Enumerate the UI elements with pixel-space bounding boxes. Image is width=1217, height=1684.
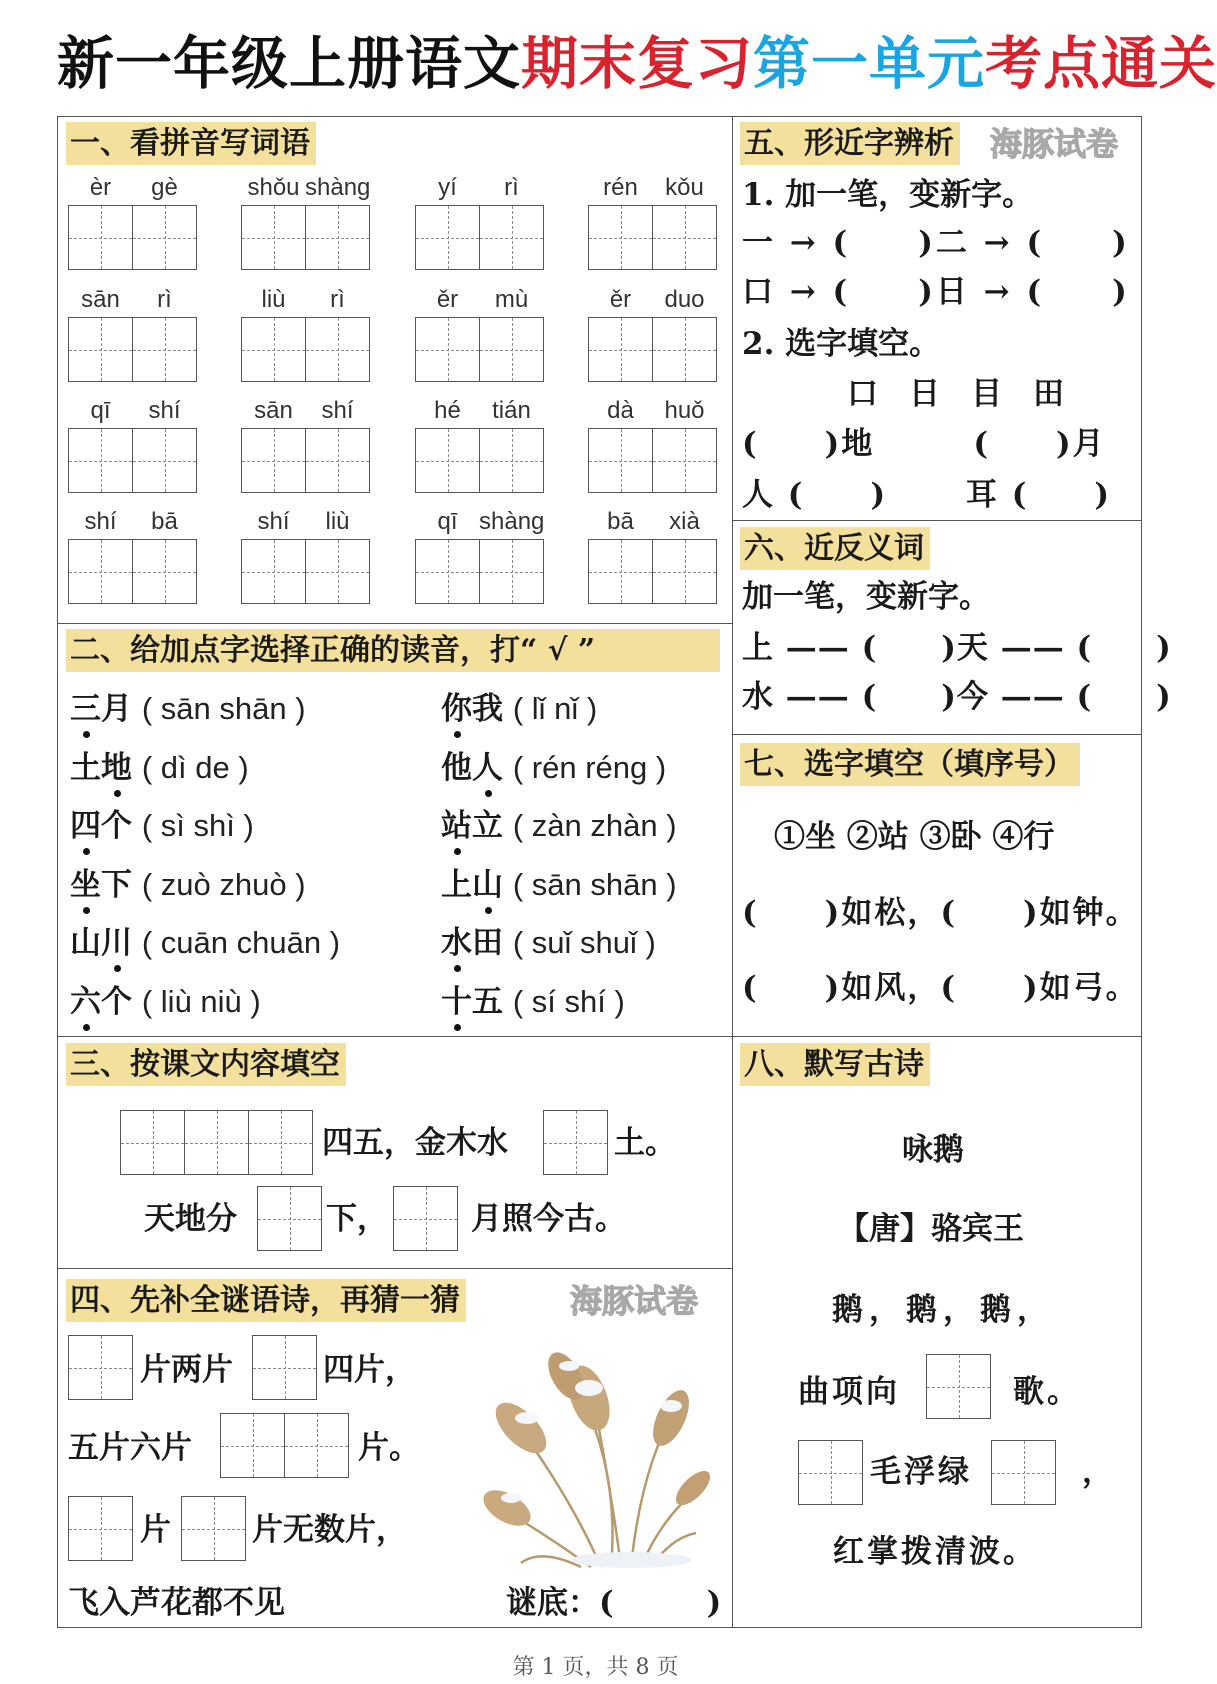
dotted-character: 水	[441, 925, 472, 961]
spacer	[132, 867, 142, 903]
word	[441, 808, 503, 844]
character: 五	[472, 983, 503, 1020]
s5-question-2: 2. 选字填空。	[742, 326, 941, 362]
dotted-character: 十	[441, 983, 472, 1020]
pinyin-label: rén	[603, 174, 638, 201]
writing-box[interactable]	[415, 317, 480, 382]
pinyin-label: rì	[504, 174, 519, 201]
pinyin-label: xià	[669, 508, 700, 535]
writing-box[interactable]	[220, 1413, 285, 1478]
pinyin-label: qī	[437, 508, 458, 535]
divider-s2-s3	[57, 1036, 1142, 1037]
writing-box[interactable]	[132, 428, 197, 493]
word	[441, 691, 503, 727]
word	[70, 750, 132, 786]
divider-s3-s4	[57, 1268, 732, 1269]
pinyin-label: rì	[157, 286, 172, 313]
pinyin-label: shí	[84, 508, 117, 535]
pinyin-label: mù	[494, 286, 529, 313]
writing-box[interactable]	[588, 539, 653, 604]
column-divider	[732, 116, 733, 1628]
spacer	[132, 750, 142, 786]
spacer	[132, 925, 142, 961]
character: 我	[472, 691, 503, 727]
s7-choices: ①坐 ②站 ③卧 ④行	[774, 819, 1055, 855]
writing-box[interactable]	[415, 539, 480, 604]
spacer	[503, 808, 513, 844]
section-1-heading: 一、看拼音写词语	[66, 122, 316, 165]
character: 个	[101, 983, 132, 1020]
writing-box[interactable]	[181, 1496, 246, 1561]
pinyin-label: hé	[434, 397, 461, 424]
writing-box[interactable]	[241, 205, 306, 270]
section-6-heading: 六、近反义词	[740, 527, 930, 570]
poem-line-3-mid: 毛浮绿	[870, 1454, 972, 1490]
spacer	[503, 691, 513, 727]
pinyin-label: bā	[607, 508, 634, 535]
writing-box[interactable]	[132, 317, 197, 382]
word	[70, 867, 132, 903]
pinyin-options[interactable]: ( sān shān )	[141, 691, 306, 726]
pinyin-options[interactable]: ( suǐ shuǐ )	[512, 925, 656, 960]
page-number: 第 1 页，共 8 页	[512, 1655, 679, 1680]
writing-box[interactable]	[305, 428, 370, 493]
riddle-line2-a: 五片六片	[68, 1430, 192, 1466]
spacer	[132, 808, 142, 844]
pinyin-label: shí	[148, 397, 181, 424]
s5-q1-row[interactable]: 一 → ( )二 → ( )	[742, 225, 1130, 261]
writing-box[interactable]	[305, 317, 370, 382]
pinyin-label: shàng	[305, 174, 371, 201]
writing-box[interactable]	[241, 539, 306, 604]
character: 月	[101, 691, 132, 727]
pinyin-options[interactable]: ( rén réng )	[512, 749, 667, 785]
pinyin-label: tián	[492, 397, 531, 424]
s3-line1-text: 四五，金木水	[322, 1125, 508, 1161]
pinyin-label: ěr	[609, 286, 632, 313]
writing-box[interactable]	[305, 205, 370, 270]
pinyin-label: dà	[607, 397, 634, 424]
word	[441, 750, 503, 786]
writing-box[interactable]	[479, 317, 544, 382]
pinyin-label: liù	[325, 508, 350, 535]
poem-title: 咏鹅	[902, 1132, 964, 1168]
title-part-grade: 新一年级上册语文	[57, 30, 521, 97]
poem-line-4: 红掌拨清波。	[833, 1534, 1037, 1570]
pronunciation-item	[441, 865, 677, 905]
writing-box[interactable]	[305, 539, 370, 604]
writing-box[interactable]	[588, 428, 653, 493]
pinyin-label: liù	[261, 286, 286, 313]
character: 田	[472, 925, 503, 961]
riddle-line1-b: 四片，	[323, 1352, 416, 1388]
s6-row[interactable]: 水 —— ( )今 —— ( )	[742, 679, 1172, 715]
writing-box[interactable]	[68, 1335, 133, 1400]
riddle-answer-field[interactable]: 谜底：( )	[506, 1585, 722, 1621]
pinyin-options[interactable]: ( sān shān )	[512, 866, 677, 902]
poem-line-2-start: 曲项向	[798, 1374, 900, 1410]
word	[441, 925, 503, 961]
character: 立	[472, 808, 503, 844]
title-part-review: 期末复习	[521, 30, 753, 97]
character: 个	[101, 808, 132, 844]
s7-row[interactable]: ( )如松，( )如钟。	[742, 895, 1139, 931]
pinyin-options[interactable]: ( zàn zhàn )	[512, 808, 677, 843]
writing-box[interactable]	[241, 428, 306, 493]
section-8-heading: 八、默写古诗	[740, 1043, 930, 1086]
poem-line-1: 鹅，鹅，鹅，	[832, 1292, 1054, 1328]
s3-line2-end: 月照今古。	[471, 1201, 626, 1237]
writing-box[interactable]	[241, 317, 306, 382]
pronunciation-item	[70, 923, 340, 963]
poem-line-3-end: ，	[1082, 1454, 1113, 1490]
writing-box[interactable]	[120, 1110, 185, 1175]
word	[70, 691, 132, 727]
pronunciation-item	[441, 982, 625, 1022]
pinyin-options[interactable]: ( zuò zhuò )	[141, 866, 306, 902]
writing-box[interactable]	[479, 428, 544, 493]
s6-instruction: 加一笔，变新字。	[742, 579, 990, 615]
riddle-line3-a: 片	[140, 1512, 171, 1548]
s5-q1-row[interactable]: 口 → ( )日 → ( )	[742, 274, 1130, 310]
writing-box[interactable]	[588, 205, 653, 270]
writing-box[interactable]	[68, 205, 133, 270]
divider-s6-s7	[732, 734, 1142, 735]
pinyin-label: sān	[81, 286, 120, 313]
section-4-heading: 四、先补全谜语诗，再猜一猜	[66, 1279, 466, 1322]
character: 山	[70, 925, 101, 961]
pronunciation-item	[70, 865, 306, 905]
writing-box[interactable]	[652, 428, 717, 493]
pinyin-label: duo	[664, 286, 705, 313]
spacer	[132, 984, 142, 1020]
s3-line1-end: 土。	[614, 1125, 676, 1161]
dotted-character: 四	[70, 808, 101, 844]
s5-q2-row[interactable]: 人 ( ) 耳 ( )	[742, 477, 1112, 513]
riddle-line4: 飞入芦花都不见	[68, 1585, 285, 1621]
pinyin-options[interactable]: ( liù niù )	[141, 983, 261, 1019]
word	[441, 867, 503, 903]
writing-box[interactable]	[257, 1186, 322, 1251]
riddle-line3-b: 片无数片，	[252, 1512, 407, 1548]
writing-box[interactable]	[68, 1496, 133, 1561]
pronunciation-item	[441, 689, 597, 729]
section-2-heading: 二、给加点字选择正确的读音，打“ √ ”	[66, 629, 720, 672]
pronunciation-item	[70, 748, 249, 788]
section-7-heading: 七、选字填空（填序号）	[740, 743, 1080, 786]
writing-box[interactable]	[132, 539, 197, 604]
writing-box[interactable]	[184, 1110, 249, 1175]
writing-box[interactable]	[132, 205, 197, 270]
s5-question-1: 1. 加一笔，变新字。	[742, 177, 1034, 213]
spacer	[503, 984, 513, 1020]
dotted-character: 站	[441, 808, 472, 844]
pronunciation-item	[441, 748, 666, 788]
writing-box[interactable]	[652, 539, 717, 604]
pronunciation-item	[70, 806, 254, 846]
character: 上	[441, 866, 472, 903]
pinyin-label: sān	[254, 397, 293, 424]
s7-row[interactable]: ( )如风，( )如弓。	[742, 970, 1139, 1006]
writing-box[interactable]	[926, 1354, 991, 1419]
word	[70, 984, 132, 1020]
pinyin-label: gè	[151, 174, 178, 201]
pronunciation-item	[441, 806, 677, 846]
dotted-character: 山	[472, 866, 503, 903]
spacer	[503, 925, 513, 961]
riddle-line2-b: 片。	[358, 1430, 420, 1466]
reed-plumes	[477, 1346, 715, 1568]
dotted-character: 三	[70, 691, 101, 727]
writing-box[interactable]	[991, 1440, 1056, 1505]
pinyin-label: rì	[330, 286, 345, 313]
pronunciation-item	[70, 689, 306, 729]
pinyin-label: yí	[438, 174, 457, 201]
page-title	[57, 28, 1217, 100]
pinyin-label: shàng	[479, 508, 545, 535]
divider-s5-s6	[732, 520, 1142, 521]
spacer	[132, 691, 142, 727]
spacer	[503, 750, 513, 786]
pinyin-options[interactable]: ( sí shí )	[512, 983, 625, 1019]
writing-box[interactable]	[652, 205, 717, 270]
dotted-character: 你	[441, 691, 472, 727]
watermark: 海豚试卷	[570, 1282, 699, 1320]
dotted-character: 坐	[70, 866, 101, 903]
pinyin-label: shí	[257, 508, 290, 535]
section-5-heading: 五、形近字辨析	[740, 122, 960, 165]
s3-line2-text: 天地分	[144, 1201, 237, 1237]
writing-box[interactable]	[415, 428, 480, 493]
writing-box[interactable]	[68, 539, 133, 604]
title-part-unit: 第一单元	[753, 30, 985, 97]
writing-box[interactable]	[543, 1110, 608, 1175]
spacer	[503, 867, 513, 903]
pinyin-label: kǒu	[665, 174, 704, 201]
dotted-character: 川	[101, 925, 132, 961]
writing-box[interactable]	[284, 1413, 349, 1478]
divider-s1-s2	[57, 623, 732, 624]
writing-box[interactable]	[798, 1440, 863, 1505]
writing-box[interactable]	[652, 317, 717, 382]
s5-choices: 口 日 目 田	[847, 376, 1064, 412]
watermark: 海豚试卷	[990, 125, 1119, 163]
writing-box[interactable]	[68, 428, 133, 493]
pronunciation-item	[441, 923, 656, 963]
pronunciation-item	[70, 982, 261, 1022]
dotted-character: 人	[472, 749, 503, 786]
pinyin-options[interactable]: ( cuān chuān )	[141, 925, 341, 960]
word	[70, 925, 132, 961]
pinyin-label: huǒ	[664, 397, 705, 424]
snowy-reeds-illustration	[471, 1348, 704, 1567]
writing-box[interactable]	[248, 1110, 313, 1175]
word	[441, 984, 503, 1020]
poem-line-2-end: 歌。	[1013, 1374, 1081, 1410]
character: 下	[101, 866, 132, 903]
writing-box[interactable]	[415, 205, 480, 270]
s5-q2-row[interactable]: ( )地 ( )月	[742, 426, 1106, 462]
dotted-character: 地	[101, 749, 132, 786]
title-part-checkpoint: 考点通关	[985, 30, 1217, 97]
riddle-line1-a: 片两片	[140, 1352, 233, 1388]
poem-author: 【唐】骆宾王	[838, 1211, 1024, 1247]
s3-line2-mid: 下，	[326, 1201, 388, 1237]
writing-box[interactable]	[588, 317, 653, 382]
character: 土	[70, 749, 101, 786]
word	[70, 808, 132, 844]
pinyin-label: bā	[151, 508, 178, 535]
writing-box[interactable]	[68, 317, 133, 382]
pinyin-options[interactable]: ( dì de )	[141, 749, 249, 785]
writing-box[interactable]	[479, 539, 544, 604]
pinyin-options[interactable]: ( lǐ nǐ )	[512, 691, 598, 726]
pinyin-label: èr	[89, 174, 112, 201]
pinyin-options[interactable]: ( sì shì )	[141, 808, 254, 843]
writing-box[interactable]	[393, 1186, 458, 1251]
writing-box[interactable]	[252, 1335, 317, 1400]
dotted-character: 六	[70, 983, 101, 1020]
pinyin-label: shí	[321, 397, 354, 424]
section-3-heading: 三、按课文内容填空	[66, 1043, 346, 1086]
pinyin-label: ěr	[436, 286, 459, 313]
pinyin-label: shǒu	[247, 174, 300, 201]
s6-row[interactable]: 上 —— ( )天 —— ( )	[742, 630, 1172, 666]
character: 他	[441, 749, 472, 786]
pinyin-label: qī	[90, 397, 111, 424]
writing-box[interactable]	[479, 205, 544, 270]
